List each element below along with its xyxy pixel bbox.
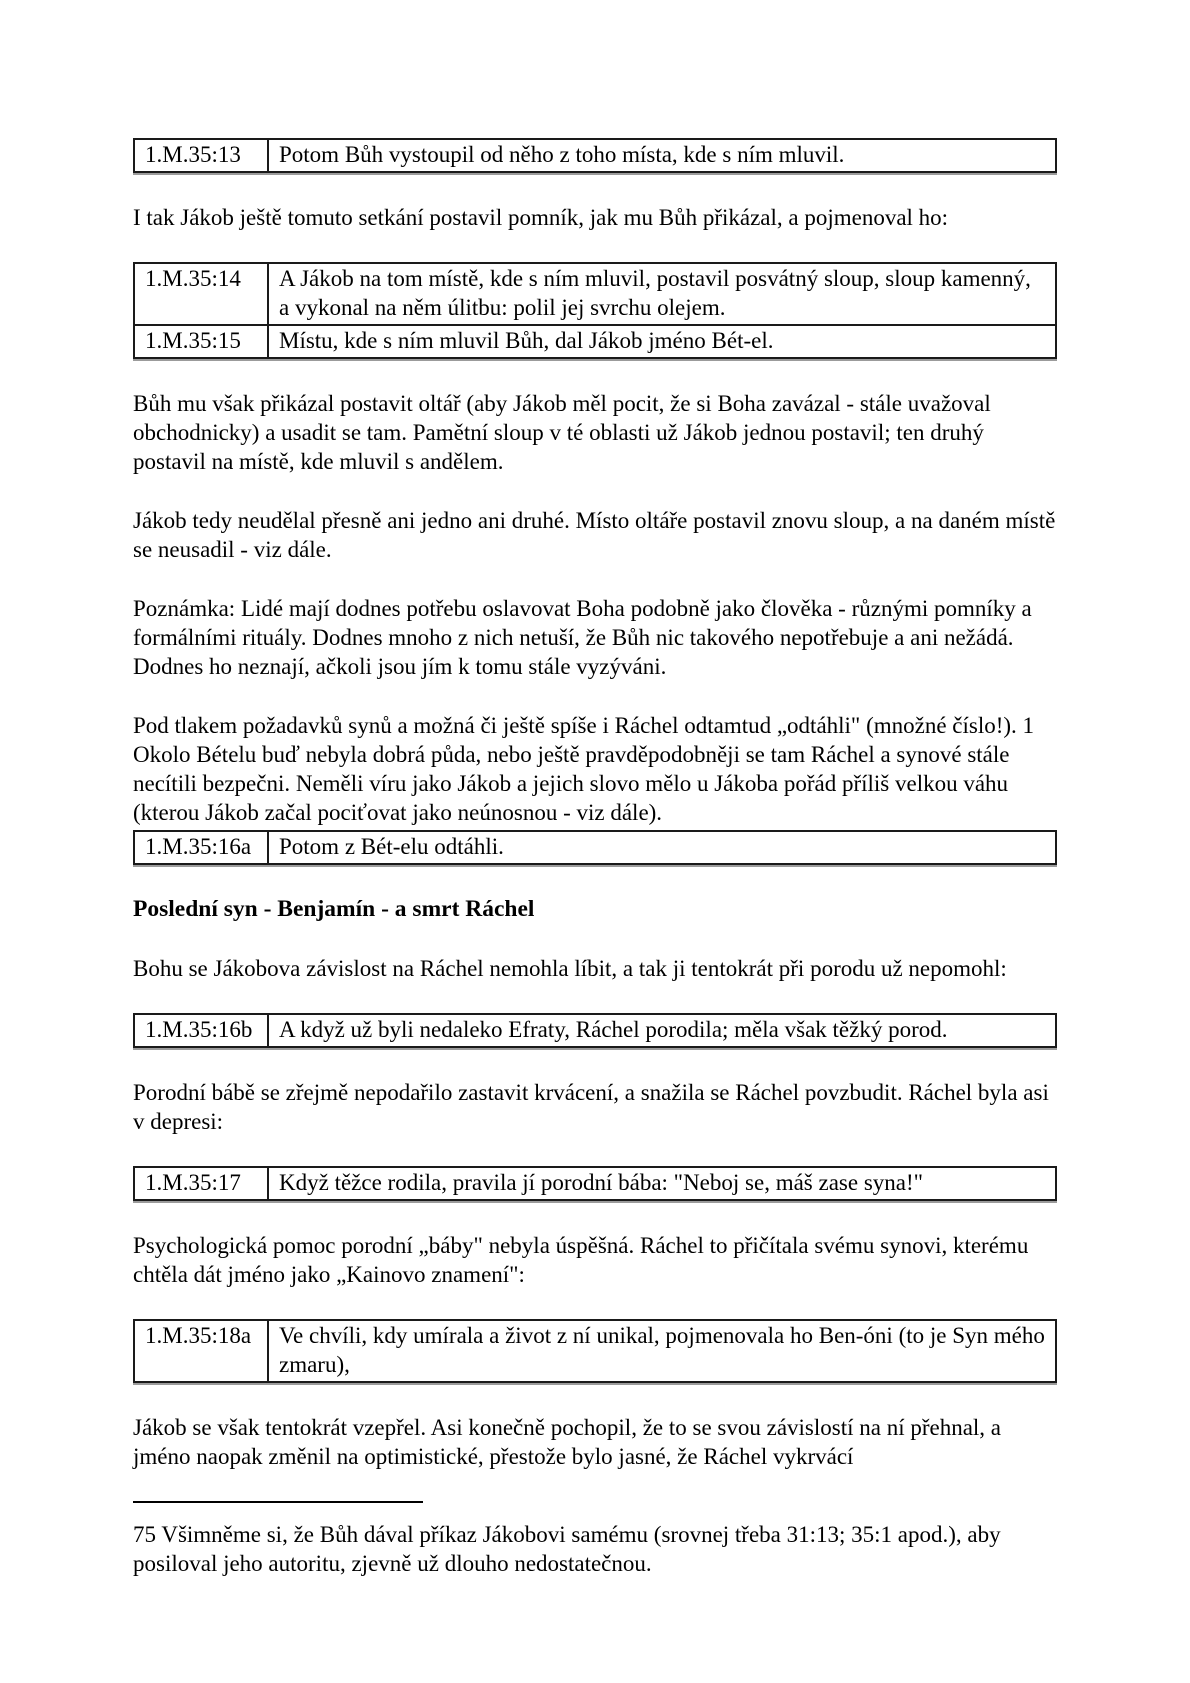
body-paragraph: Jákob se však tentokrát vzepřel. Asi konečně pochopil, že to se svou závislostí na ní přehnal, a jméno naopak změnil na optimistické, přestože bylo jasné, že Ráchel vykrvácí <box>133 1415 1002 1469</box>
verse-reference: 1.M.35:13 <box>134 139 268 172</box>
verse-table <box>133 1166 1057 1201</box>
verse-text: Když těžce rodila, pravila jí porodní bába: "Neboj se, máš zase syna!" <box>268 1167 1056 1200</box>
document-content <box>133 138 1057 1578</box>
verse-table <box>133 1013 1057 1048</box>
verse-table <box>133 830 1057 865</box>
body-paragraph: Pod tlakem požadavků synů a možná či ještě spíše i Ráchel odtamtud „odtáhli" (množné číslo!). 1 Okolo Bételu buď nebyla dobrá půda, nebo ještě pravděpodobněji se tam Ráchel a synové stále necítili bezpečni. Neměli víru jako Jákob a jejich slovo mělo u Jákoba pořád příliš velkou váhu (kterou Jákob začal pociťovat jako neúnosnou - viz dále). <box>133 713 1035 825</box>
body-paragraph: Psychologická pomoc porodní „báby" nebyla úspěšná. Ráchel to přičítala svému synovi, kterému chtěla dát jméno jako „Kainovo znamení": <box>133 1233 1029 1287</box>
verse-text: A když už byli nedaleko Efraty, Ráchel porodila; měla však těžký porod. <box>268 1014 1056 1047</box>
verse-text: Potom Bůh vystoupil od něho z toho místa, kde s ním mluvil. <box>268 139 1056 172</box>
verse-text: Ve chvíli, kdy umírala a život z ní unikal, pojmenovala ho Ben-óni (to je Syn mého zmaru), <box>268 1320 1056 1382</box>
verse-row <box>134 1167 1056 1200</box>
verse-table <box>133 262 1057 359</box>
verse-reference: 1.M.35:17 <box>134 1167 268 1200</box>
verse-table <box>133 138 1057 173</box>
verse-row <box>134 263 1056 325</box>
body-paragraph: Bůh mu však přikázal postavit oltář (aby Jákob měl pocit, že si Boha zavázal - stále uvažoval obchodnicky) a usadit se tam. Pamětní sloup v té oblasti už Jákob jednou postavil; ten druhý postavil na místě, kde mluvil s andělem. <box>133 391 991 474</box>
verse-row <box>134 831 1056 864</box>
verse-row <box>134 325 1056 358</box>
verse-row <box>134 1014 1056 1047</box>
verse-row <box>134 139 1056 172</box>
verse-row <box>134 1320 1056 1382</box>
footnote-text: 75 Všimněme si, že Bůh dával příkaz Jákobovi samému (srovnej třeba 31:13; 35:1 apod.), aby posiloval jeho autoritu, zjevně už dlouho nedostatečnou. <box>133 1522 1001 1576</box>
verse-reference: 1.M.35:15 <box>134 325 268 358</box>
verse-text: Potom z Bét-elu odtáhli. <box>268 831 1056 864</box>
verse-table <box>133 1319 1057 1383</box>
verse-reference: 1.M.35:18a <box>134 1320 268 1382</box>
verse-reference: 1.M.35:16a <box>134 831 268 864</box>
footnote-separator <box>133 1501 423 1503</box>
section-heading: Poslední syn - Benjamín - a smrt Ráchel <box>133 896 535 922</box>
body-paragraph: Bohu se Jákobova závislost na Ráchel nemohla líbit, a tak ji tentokrát při porodu už nepomohl: <box>133 956 1007 981</box>
verse-reference: 1.M.35:16b <box>134 1014 268 1047</box>
body-paragraph: Jákob tedy neudělal přesně ani jedno ani druhé. Místo oltáře postavil znovu sloup, a na daném místě se neusadil - viz dále. <box>133 508 1056 562</box>
verse-text: A Jákob na tom místě, kde s ním mluvil, postavil posvátný sloup, sloup kamenný, a vykonal na něm úlitbu: polil jej svrchu olejem. <box>268 263 1056 325</box>
body-paragraph: Poznámka: Lidé mají dodnes potřebu oslavovat Boha podobně jako člověka - různými pomníky a formálními rituály. Dodnes mnoho z nich netuší, že Bůh nic takového nepotřebuje a ani nežádá. Dodnes ho neznají, ačkoli jsou jím k tomu stále vyzýváni. <box>133 596 1032 679</box>
verse-reference: 1.M.35:14 <box>134 263 268 325</box>
verse-text: Místu, kde s ním mluvil Bůh, dal Jákob jméno Bét-el. <box>268 325 1056 358</box>
body-paragraph: I tak Jákob ještě tomuto setkání postavil pomník, jak mu Bůh přikázal, a pojmenoval ho: <box>133 205 949 230</box>
body-paragraph: Porodní bábě se zřejmě nepodařilo zastavit krvácení, a snažila se Ráchel povzbudit. Ráchel byla asi v depresi: <box>133 1080 1049 1134</box>
